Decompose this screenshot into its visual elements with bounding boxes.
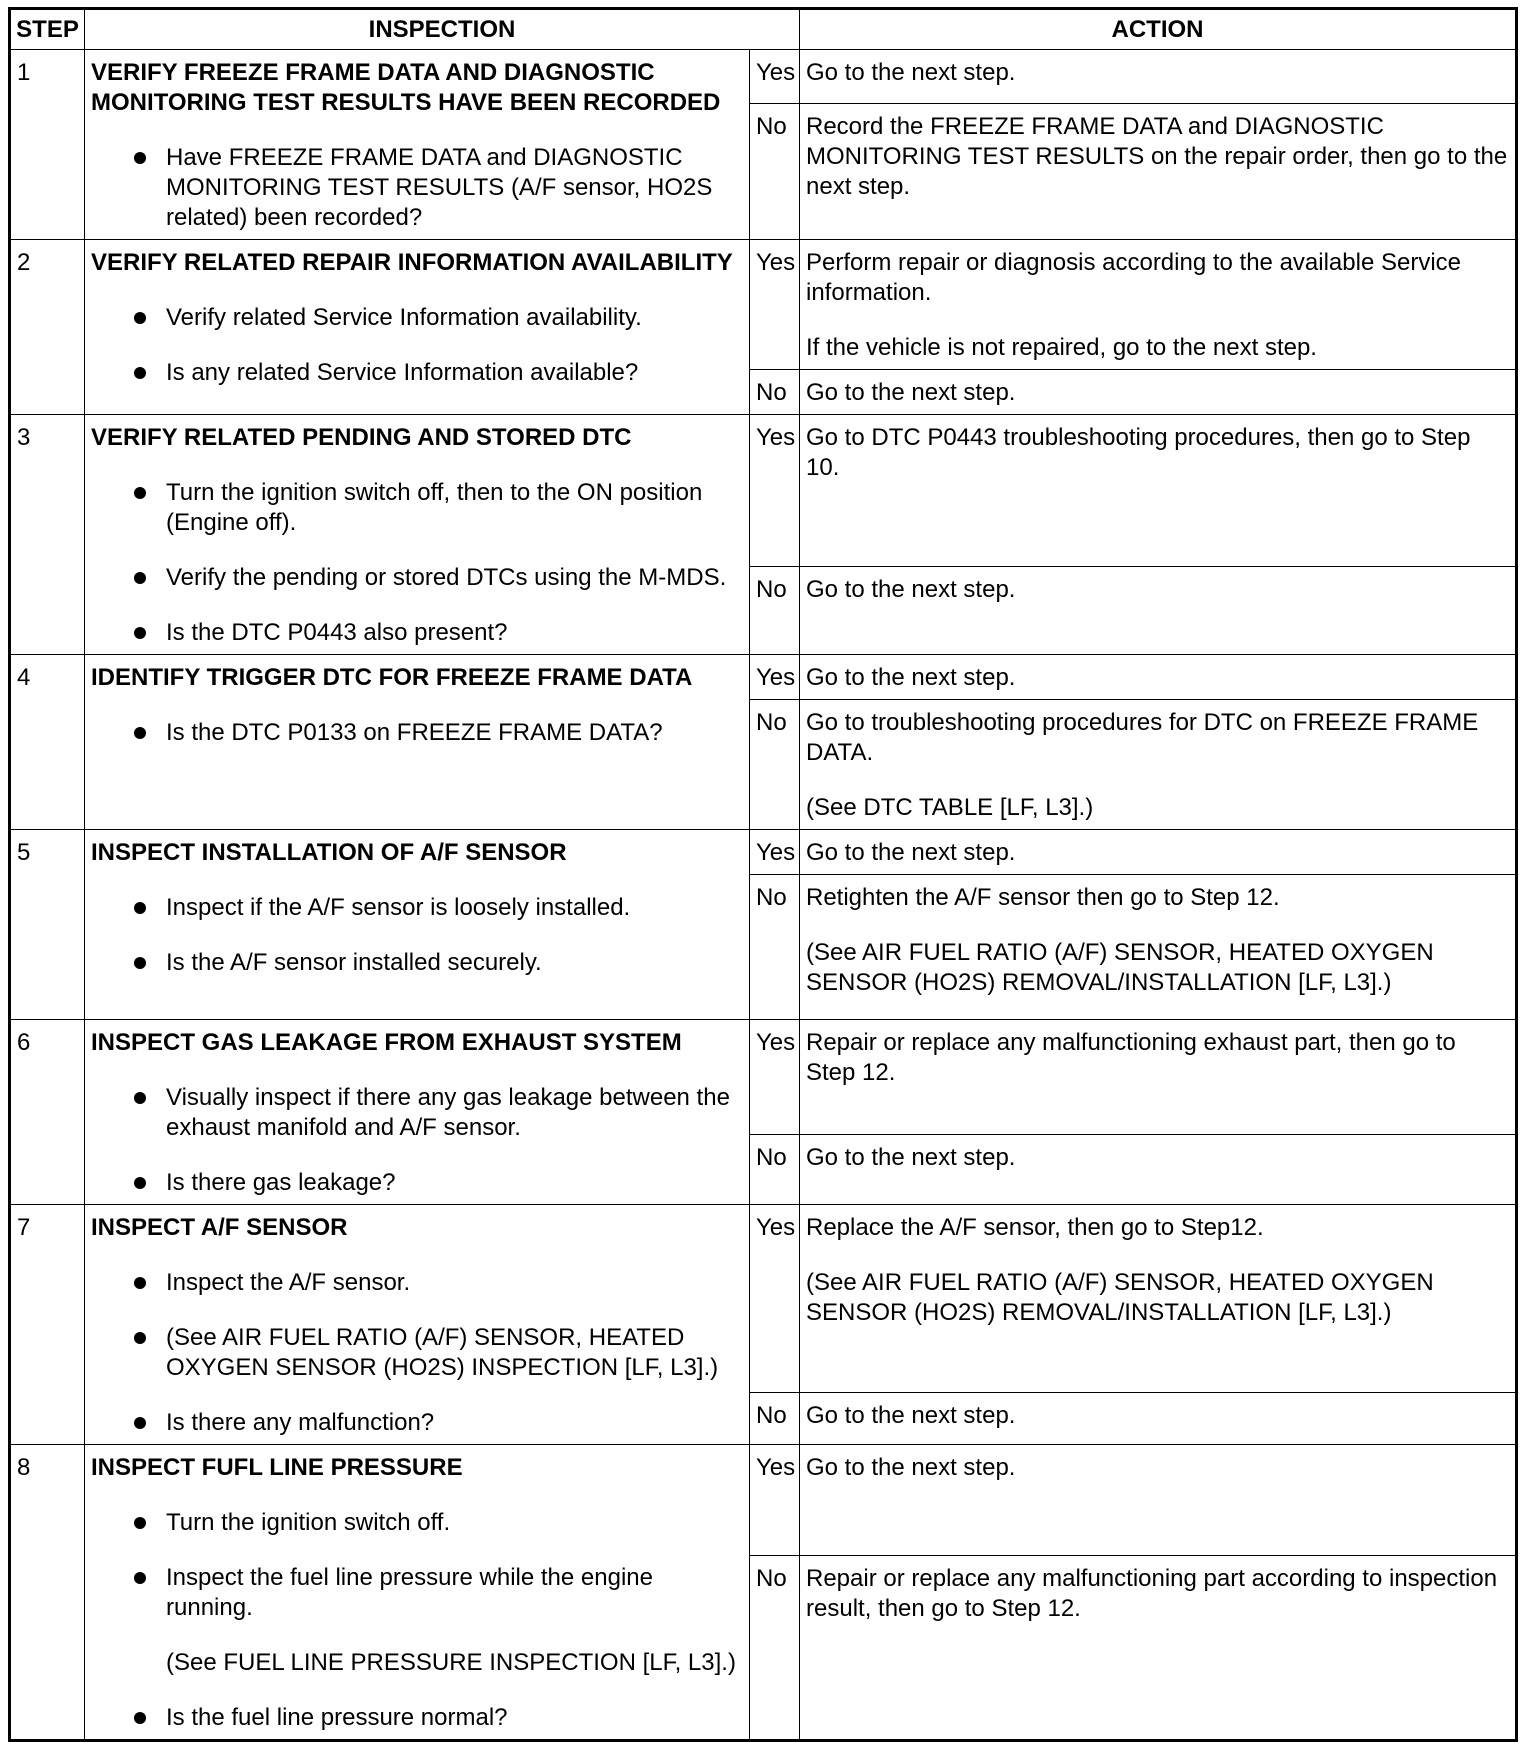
step-row-7-yes [10,1205,1517,1393]
bullet-dot-icon [134,1332,146,1344]
no-label: No [750,700,800,830]
step-row-5-yes [10,830,1517,875]
step-row-2-yes [10,240,1517,370]
step-number: 2 [10,240,85,415]
yes-action-text: Go to DTC P0443 troubleshooting procedures, then go to Step 10. [806,424,1471,481]
inspection-title: IDENTIFY TRIGGER DTC FOR FREEZE FRAME DATA [91,664,693,691]
step-number: 6 [10,1020,85,1205]
inspection-bullet [91,563,744,593]
bullet-dot-icon [134,1517,146,1529]
no-label: No [750,1392,800,1444]
no-action-text: Go to the next step. [806,379,1016,406]
no-label: No [750,1555,800,1740]
no-label: No [750,370,800,415]
yes-action-cell [800,1020,1517,1135]
inspection-cell [85,830,750,1020]
inspection-bullet [91,718,744,748]
step-row-6-yes [10,1020,1517,1135]
yes-action-text: Perform repair or diagnosis according to the available Service information. [806,249,1461,306]
bullet-dot-icon [134,572,146,584]
no-action-text: Go to the next step. [806,1401,1016,1429]
step-number: 5 [10,830,85,1020]
inspection-cell [85,50,750,240]
inspection-title: INSPECT A/F SENSOR [91,1214,348,1241]
inspection-bullet [91,893,744,923]
step-number: 8 [10,1445,85,1741]
inspection-bullet-text: Is there any malfunction? [166,1409,435,1436]
yes-action-text: (See AIR FUEL RATIO (A/F) SENSOR, HEATED OXYGEN SENSOR (HO2S) REMOVAL/INSTALLATION [LF, L3].) [806,1269,1434,1326]
inspection-bullet-text: Is the fuel line pressure normal? [166,1704,508,1731]
bullet-dot-icon [134,1277,146,1289]
yes-action-cell [800,655,1517,700]
bullet-dot-icon [134,312,146,324]
bullet-dot-icon [134,957,146,969]
no-label: No [750,566,800,654]
inspection-bullet-list [91,1508,744,1733]
yes-action-text: Go to the next step. [806,664,1016,691]
step-number: 1 [10,50,85,240]
no-label: No [750,875,800,1020]
yes-label: Yes [750,50,800,104]
table-header-row [10,9,1517,50]
inspection-bullet-list [91,1083,744,1198]
inspection-bullet [91,1083,744,1143]
inspection-bullet-text: Verify the pending or stored DTCs using the M-MDS. [166,564,727,591]
yes-action-text: Go to the next step. [806,839,1016,866]
inspection-bullet-text: Inspect the fuel line pressure while the engine running. [166,1564,653,1621]
yes-action-cell [800,415,1517,567]
inspection-bullet-list [91,478,744,648]
inspection-bullet-list [91,303,744,388]
yes-action-cell [800,1205,1517,1393]
inspection-bullet [91,1323,744,1383]
diagnostic-procedure-page [8,7,1515,1731]
inspection-bullet-text: Inspect if the A/F sensor is loosely installed. [166,894,631,921]
bullet-dot-icon [134,902,146,914]
inspection-bullet [91,1168,744,1198]
bullet-dot-icon [134,1712,146,1724]
yes-action-cell [800,50,1517,104]
inspection-cell [85,240,750,415]
inspection-bullet-text: Inspect the A/F sensor. [166,1269,411,1296]
inspection-bullet [91,303,744,333]
yes-label: Yes [750,415,800,567]
inspection-bullet-text: Verify related Service Information availability. [166,304,642,331]
inspection-bullet-text: Is any related Service Information available? [166,359,639,386]
no-action-cell [800,370,1517,415]
inspection-cell [85,655,750,830]
inspection-title: INSPECT INSTALLATION OF A/F SENSOR [91,839,567,866]
inspection-bullet-text: Turn the ignition switch off, then to the ON position (Engine off). [166,479,703,536]
bullet-dot-icon [134,1417,146,1429]
step-row-4-yes [10,655,1517,700]
no-action-cell [800,700,1517,830]
no-action-text: Go to the next step. [806,575,1016,603]
inspection-bullet [91,1408,744,1438]
step-number: 3 [10,415,85,655]
inspection-bullet [91,948,744,978]
yes-action-cell [800,1445,1517,1556]
yes-action-cell [800,830,1517,875]
table-body [10,50,1517,1741]
inspection-bullet-text: (See AIR FUEL RATIO (A/F) SENSOR, HEATED OXYGEN SENSOR (HO2S) INSPECTION [LF, L3].) [166,1324,719,1381]
no-action-text: Go to the next step. [806,1143,1016,1171]
step-row-3-yes [10,415,1517,567]
no-action-text: Record the FREEZE FRAME DATA and DIAGNOSTIC MONITORING TEST RESULTS on the repair order, then go to the next step. [806,113,1508,201]
yes-label: Yes [750,1205,800,1393]
inspection-cell [85,1020,750,1205]
yes-action-text: Go to the next step. [806,59,1016,86]
yes-action-text: If the vehicle is not repaired, go to the next step. [806,334,1317,361]
bullet-dot-icon [134,1092,146,1104]
no-label: No [750,104,800,240]
yes-label: Yes [750,1445,800,1556]
inspection-title: VERIFY RELATED REPAIR INFORMATION AVAILABILITY [91,249,733,276]
inspection-bullet-list [91,1268,744,1438]
no-action-cell [800,1392,1517,1444]
yes-label: Yes [750,655,800,700]
inspection-cell [85,1445,750,1741]
bullet-dot-icon [134,1572,146,1584]
bullet-dot-icon [134,727,146,739]
inspection-bullet [91,1703,744,1733]
inspection-bullet [91,618,744,648]
inspection-bullet [91,143,744,233]
inspection-bullet-text: (See FUEL LINE PRESSURE INSPECTION [LF, L3].) [166,1649,736,1676]
yes-action-text: Repair or replace any malfunctioning exhaust part, then go to Step 12. [806,1029,1456,1086]
inspection-bullet-text: Turn the ignition switch off. [166,1509,451,1536]
inspection-bullet [91,478,744,538]
inspection-bullet [91,1268,744,1298]
inspection-bullet-list [91,718,744,748]
inspection-bullet-list [91,143,744,233]
bullet-dot-icon [134,627,146,639]
no-action-text: (See AIR FUEL RATIO (A/F) SENSOR, HEATED OXYGEN SENSOR (HO2S) REMOVAL/INSTALLATION [LF, L3].) [806,939,1434,996]
no-action-cell [800,1555,1517,1740]
header-step: STEP [10,9,85,50]
no-action-text: Repair or replace any malfunctioning part according to inspection result, then go to Step 12. [806,1564,1498,1622]
inspection-bullet-text: Have FREEZE FRAME DATA and DIAGNOSTIC MONITORING TEST RESULTS (A/F sensor, HO2S related) been recorded? [166,144,713,231]
bullet-dot-icon [134,487,146,499]
step-row-1-yes [10,50,1517,104]
inspection-bullet [91,1563,744,1623]
no-action-text: Go to troubleshooting procedures for DTC on FREEZE FRAME DATA. [806,709,1479,766]
no-action-cell [800,875,1517,1020]
bullet-dot-icon [134,367,146,379]
no-label: No [750,1134,800,1204]
yes-action-text: Replace the A/F sensor, then go to Step12. [806,1214,1264,1241]
no-action-cell [800,104,1517,240]
inspection-note [91,1648,744,1678]
step-number: 4 [10,655,85,830]
no-action-cell [800,1134,1517,1204]
inspection-bullet [91,1508,744,1538]
inspection-bullet-list [91,893,744,978]
yes-action-text: Go to the next step. [806,1454,1016,1481]
step-row-8-yes [10,1445,1517,1556]
bullet-dot-icon [134,1177,146,1189]
inspection-cell [85,1205,750,1445]
inspection-title: INSPECT GAS LEAKAGE FROM EXHAUST SYSTEM [91,1029,682,1056]
inspection-cell [85,415,750,655]
header-inspection: INSPECTION [85,9,800,50]
no-action-text: Retighten the A/F sensor then go to Step 12. [806,884,1280,911]
bullet-dot-icon [134,152,146,164]
inspection-title: VERIFY RELATED PENDING AND STORED DTC [91,424,632,451]
yes-label: Yes [750,830,800,875]
inspection-bullet-text: Is the DTC P0133 on FREEZE FRAME DATA? [166,719,663,746]
inspection-title: INSPECT FUFL LINE PRESSURE [91,1454,463,1481]
inspection-bullet-text: Is there gas leakage? [166,1169,396,1196]
inspection-bullet-text: Is the A/F sensor installed securely. [166,949,542,976]
inspection-bullet-text: Visually inspect if there any gas leakage between the exhaust manifold and A/F sensor. [166,1084,730,1141]
yes-label: Yes [750,240,800,370]
inspection-title: VERIFY FREEZE FRAME DATA AND DIAGNOSTIC MONITORING TEST RESULTS HAVE BEEN RECORDED [91,59,721,116]
no-action-text: (See DTC TABLE [LF, L3].) [806,794,1094,821]
yes-action-cell [800,240,1517,370]
inspection-bullet [91,358,744,388]
header-action: ACTION [800,9,1517,50]
inspection-bullet-text: Is the DTC P0443 also present? [166,619,508,646]
diagnostic-table [8,7,1518,1742]
no-action-cell [800,566,1517,654]
step-number: 7 [10,1205,85,1445]
yes-label: Yes [750,1020,800,1135]
